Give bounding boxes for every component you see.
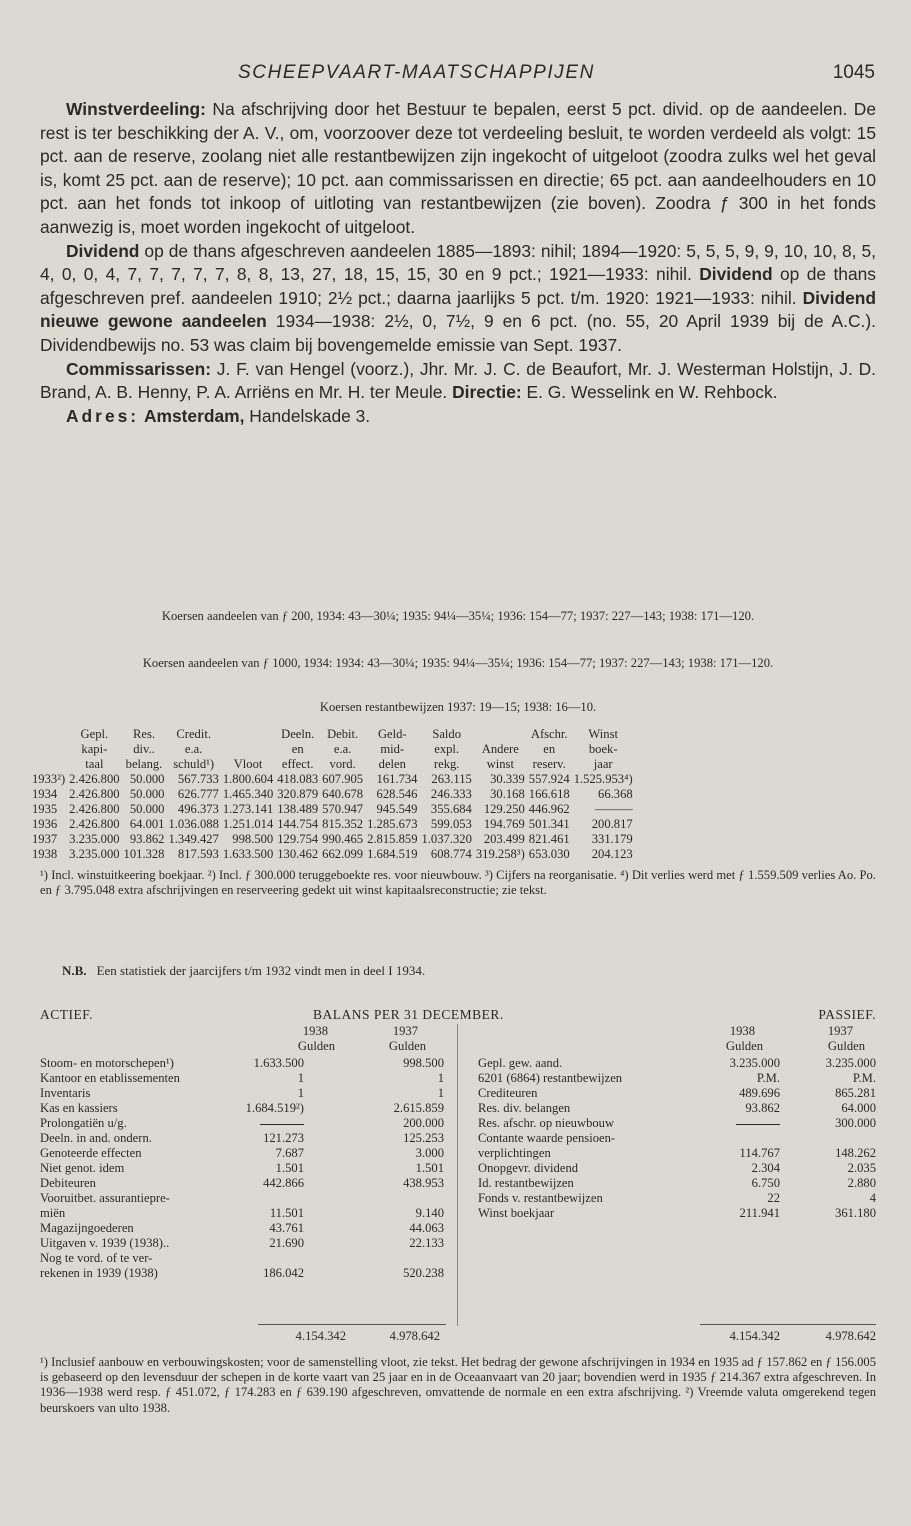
- actief-item-label: Stoom- en motorschepen¹): [40, 1056, 174, 1070]
- stats-value-cell: 246.333: [430, 787, 472, 801]
- body-text: [40, 98, 876, 428]
- passief-item-label: Onopgevr. dividend: [478, 1161, 579, 1175]
- stats-value-cell: 203.499: [483, 832, 525, 846]
- actief-label: ACTIEF.: [40, 1007, 94, 1022]
- passief-item: [478, 1191, 876, 1206]
- running-title: SCHEEPVAART-MAATSCHAPPIJEN: [238, 62, 595, 83]
- stats-header-andere: Andere winst: [481, 742, 519, 771]
- stats-body: [30, 772, 635, 862]
- passief-item-value: 300.000: [835, 1116, 876, 1130]
- stats-value-cell: 66.368: [598, 787, 633, 801]
- passief-item: [478, 1056, 876, 1071]
- actief-item-value: 442.866: [263, 1176, 304, 1190]
- stats-value-cell: 626.777: [177, 787, 219, 801]
- winstverdeeling-label: Winstverdeeling:: [66, 99, 206, 119]
- actief-item-label: Prolongatiën u/g.: [40, 1116, 127, 1130]
- stats-value-cell: ———: [594, 802, 633, 816]
- stats-value-cell: 2.426.800: [69, 787, 120, 801]
- passief-item-value: 22: [767, 1191, 780, 1205]
- actief-year-1938: 1938: [302, 1024, 328, 1038]
- stats-value-cell: 1.251.014: [222, 817, 274, 831]
- adres-street: Handelskade 3.: [244, 405, 371, 426]
- koersen-line-1: Koersen aandeelen van ƒ 200, 1934: 43—30¼; 1935: 94¼—35¼; 1936: 154—77; 1937: 227—143; 1938: 171—120.: [161, 609, 755, 623]
- passief-item-label: Winst boekjaar: [478, 1206, 555, 1220]
- stats-header-debit: Debit. e.a. vord.: [327, 727, 359, 771]
- stats-header-gepl: Gepl. kapi- taal: [80, 727, 109, 771]
- actief-item-value: 125.253: [403, 1131, 444, 1145]
- stats-value-cell: 446.962: [528, 802, 570, 816]
- actief-item-label: Deeln. in and. ondern.: [40, 1131, 152, 1145]
- stats-value-cell: 263.115: [431, 772, 472, 786]
- actief-item-label: Nog te vord. of te ver-: [40, 1251, 153, 1265]
- statistics-notes: ¹) Incl. winstuitkeering boekjaar. ²) Incl. ƒ 300.000 teruggeboekte res. voor nieuwbouw. ³) Cijfers na reorganisatie. ⁴) Dit verlies werd met ƒ 1.559.509 verlies Ao. Po. en ƒ 3.795.048 extra afschrijvingen en reserveering gedekt uit winst kapitaalsreconstructie; zie tekst.: [40, 868, 876, 897]
- actief-item-value: 2.615.859: [393, 1101, 444, 1115]
- stats-value-cell: 418.083: [277, 772, 319, 786]
- actief-item: [40, 1086, 448, 1101]
- stats-header-afschr: Afschr. en reserv.: [530, 727, 568, 771]
- actief-item-value: 1: [437, 1071, 444, 1085]
- passief-col-headers: [695, 1024, 875, 1054]
- actief-item-value: 1: [437, 1086, 444, 1100]
- winstverdeeling-paragraph: [40, 98, 876, 240]
- actief-item-label: Magazijngoederen: [40, 1221, 134, 1235]
- stats-value-cell: 50.000: [129, 787, 165, 801]
- stats-value-cell: 608.774: [430, 847, 472, 861]
- stats-value-cell: 2.426.800: [69, 817, 120, 831]
- nb-note: [62, 963, 425, 979]
- actief-total-1937: 4.978.642: [389, 1329, 440, 1343]
- actief-item-value: 21.690: [269, 1236, 304, 1250]
- actief-item: [40, 1161, 448, 1176]
- stats-value-cell: 355.684: [430, 802, 472, 816]
- koersen-line-2: Koersen aandeelen van ƒ 1000, 1934: 1934: 43—30¼; 1935: 94¼—35¼; 1936: 154—77; 1937: 227—143; 1938: 171—120.: [142, 656, 774, 670]
- adres-label: Adres:: [66, 405, 140, 426]
- stats-value-cell: 2.426.800: [69, 802, 120, 816]
- passief-item-label: Res. div. belangen: [478, 1101, 571, 1115]
- stats-header-saldo: Saldo expl. rekg.: [432, 727, 462, 771]
- stats-value-cell: 1.285.673: [367, 817, 418, 831]
- commissarissen-text: J. F. van Hengel (voorz.), Jhr. Mr. J. C. de Beaufort, Mr. J. Westerman Holstijn, J. D. Brand, A. B. Henny, P. A. Arriëns en Mr. H. ter Meule.: [40, 358, 876, 403]
- actief-item: [40, 1146, 448, 1161]
- passief-item-value: 2.880: [847, 1176, 876, 1190]
- stats-value-cell: 2.426.800: [69, 772, 120, 786]
- passief-item-value: 3.235.000: [729, 1056, 780, 1070]
- stats-value-cell: 50.000: [129, 772, 165, 786]
- actief-unit-1938: Gulden: [297, 1039, 335, 1053]
- actief-item-value: 1: [297, 1086, 304, 1100]
- stats-header-deeln: Deeln. en effect.: [281, 727, 315, 771]
- dividend-text: op de thans afgeschreven aandeelen 1885—1893: nihil; 1894—1920: 5, 5, 5, 9, 9, 10, 10, 8, 5, 4, 0, 0, 4, 7, 7, 7, 7, 7, 8, 8, 13, 27, 18, 15, 15, 30 en 9 pct.; 1921—1933: nihil.: [40, 240, 876, 285]
- stats-year-cell: 1938: [32, 847, 58, 861]
- actief-item-label: Uitgaven v. 1939 (1938)..: [40, 1236, 170, 1250]
- passief-item: [478, 1071, 876, 1086]
- actief-item-value: 1.501: [415, 1161, 444, 1175]
- passief-item-value: 3.235.000: [825, 1056, 876, 1070]
- actief-item: [40, 1251, 448, 1266]
- actief-item: [40, 1131, 448, 1146]
- balans-footnotes: ¹) Inclusief aanbouw en verbouwingskosten; voor de samenstelling vloot, zie tekst. Het bedrag der gewone afschrijvingen in 1934 en 1935 ad ƒ 157.862 en ƒ 156.005 is gebaseerd op den levensduur der schepen in de korte vaart van 25 jaar en in de Oceaanvaart van 20 jaar; bovendien werd in 1935 ƒ 214.367 extra afgeschreven. In 1936—1938 werd resp. ƒ 451.072, ƒ 174.283 en ƒ 639.190 afgeschreven, omvattende de normale en een extra afschrijving. ²) Vreemde valuta omgerekend tegen beurskoers van ulto 1938.: [40, 1355, 876, 1415]
- stats-value-cell: 101.328: [123, 847, 165, 861]
- stats-value-cell: 496.373: [177, 802, 219, 816]
- stats-value-cell: 1.525.953⁴): [573, 772, 633, 786]
- directie-text: E. G. Wesselink en W. Rehbock.: [521, 382, 778, 403]
- stats-value-cell: 1.037.320: [421, 832, 472, 846]
- actief-item: [40, 1176, 448, 1191]
- stats-value-cell: 1.036.088: [168, 817, 219, 831]
- stats-value-cell: 319.258³): [475, 847, 525, 861]
- actief-item-value: 186.042: [263, 1266, 304, 1280]
- stats-value-cell: 640.678: [322, 787, 364, 801]
- actief-item-value: 1: [297, 1071, 304, 1085]
- actief-item: [40, 1206, 448, 1221]
- passief-total-rule: [700, 1324, 876, 1325]
- passief-item-label: Res. afschr. op nieuwbouw: [478, 1116, 615, 1130]
- passief-item-value: 211.941: [739, 1206, 780, 1220]
- stats-value-cell: 50.000: [129, 802, 165, 816]
- passief-item: [478, 1146, 876, 1161]
- stats-row: [30, 832, 635, 847]
- passief-item-dash: [736, 1116, 780, 1131]
- stats-row: [30, 817, 635, 832]
- stats-header-winst: Winst boek- jaar: [588, 727, 618, 771]
- passief-total-1938: 4.154.342: [729, 1329, 780, 1343]
- dividend-label: Dividend: [66, 240, 140, 261]
- actief-item-label: Kantoor en etablissementen: [40, 1071, 180, 1085]
- actief-item-value: 438.953: [403, 1176, 444, 1190]
- stats-value-cell: 1.800.604: [222, 772, 274, 786]
- passief-label: PASSIEF.: [818, 1007, 876, 1022]
- actief-item: [40, 1116, 448, 1131]
- actief-item-value: 44.063: [409, 1221, 444, 1235]
- stats-value-cell: 662.099: [322, 847, 364, 861]
- passief-item-value: 93.862: [745, 1101, 780, 1115]
- actief-item-value: 11.501: [269, 1206, 304, 1220]
- stats-header-row: [30, 727, 635, 772]
- passief-item-value: 148.262: [835, 1146, 876, 1160]
- koersen-line-3: Koersen restantbewijzen 1937: 19—15; 1938: 16—10.: [319, 700, 597, 714]
- stats-value-cell: 30.168: [490, 787, 525, 801]
- stats-value-cell: 129.250: [483, 802, 525, 816]
- stats-header-geld: Geld- mid- delen: [377, 727, 407, 771]
- stats-value-cell: 653.030: [528, 847, 570, 861]
- passief-item-label: verplichtingen: [478, 1146, 551, 1160]
- passief-item: [478, 1161, 876, 1176]
- stats-value-cell: 1.633.500: [222, 847, 274, 861]
- commissarissen-label: Commissarissen:: [66, 358, 211, 379]
- stats-year-cell: 1935: [32, 802, 58, 816]
- passief-item-label: 6201 (6864) restantbewijzen: [478, 1071, 623, 1085]
- stats-row: [30, 847, 635, 862]
- passief-unit-1938: Gulden: [725, 1039, 763, 1053]
- passief-item-label: Fonds v. restantbewijzen: [478, 1191, 603, 1205]
- actief-item-label: miën: [40, 1206, 66, 1220]
- actief-item-value: 3.000: [415, 1146, 444, 1160]
- stats-value-cell: 567.733: [177, 772, 219, 786]
- passief-item-value: 114.767: [739, 1146, 780, 1160]
- stats-value-cell: 815.352: [322, 817, 364, 831]
- balans-divider: [457, 1024, 458, 1326]
- stats-value-cell: 129.754: [277, 832, 319, 846]
- dividend-nieuwe-label: Dividend nieuwe gewone aandeelen: [40, 287, 876, 332]
- actief-item-value: 1.684.519²): [245, 1101, 304, 1115]
- stats-value-cell: 138.489: [277, 802, 319, 816]
- passief-item: [478, 1131, 876, 1146]
- passief-item-value: P.M.: [756, 1071, 780, 1085]
- actief-item-value: 1.501: [275, 1161, 304, 1175]
- passief-item-value: 6.750: [751, 1176, 780, 1190]
- stats-value-cell: 64.001: [129, 817, 165, 831]
- running-header: [0, 60, 911, 88]
- actief-item: [40, 1266, 448, 1281]
- passief-item-value: 489.696: [739, 1086, 780, 1100]
- stats-value-cell: 1.684.519: [367, 847, 418, 861]
- passief-item-value: 2.304: [751, 1161, 780, 1175]
- actief-item-value: 43.761: [269, 1221, 304, 1235]
- stats-header-credit: Credit. e.a. schuld¹): [173, 727, 215, 771]
- passief-totals: [700, 1329, 876, 1344]
- stats-header-vloot: Vloot: [233, 757, 263, 771]
- passief-item: [478, 1176, 876, 1191]
- stats-value-cell: 320.879: [277, 787, 319, 801]
- statistics-table: [30, 727, 635, 862]
- stats-value-cell: 557.924: [528, 772, 570, 786]
- actief-col-headers: [258, 1024, 448, 1054]
- actief-item-value: 520.238: [403, 1266, 444, 1280]
- actief-item-value: 1.633.500: [253, 1056, 304, 1070]
- passief-unit-1937: Gulden: [827, 1039, 865, 1053]
- actief-item-label: Debiteuren: [40, 1176, 96, 1190]
- actief-total-1938: 4.154.342: [295, 1329, 346, 1343]
- stats-value-cell: 570.947: [322, 802, 364, 816]
- passief-item-value: P.M.: [852, 1071, 876, 1085]
- stats-value-cell: 204.123: [591, 847, 633, 861]
- stats-year-cell: 1937: [32, 832, 58, 846]
- dividend-pref-text: op de thans afgeschreven pref. aandeelen 1910; 2½ pct.; daarna jaarlijks 5 pct. t/m. 1920: 1921—1933: nihil.: [40, 264, 876, 308]
- commissarissen-paragraph: [40, 358, 876, 405]
- actief-item: [40, 1191, 448, 1206]
- stats-value-cell: 501.341: [528, 817, 570, 831]
- stats-value-cell: 200.817: [591, 817, 633, 831]
- actief-total-rule: [258, 1324, 446, 1325]
- actief-item-dash: [260, 1116, 304, 1131]
- actief-unit-1937: Gulden: [388, 1039, 426, 1053]
- actief-item: [40, 1236, 448, 1251]
- actief-year-1937: 1937: [392, 1024, 418, 1038]
- stats-value-cell: 130.462: [277, 847, 319, 861]
- stats-header-year: [30, 727, 67, 772]
- stats-row: [30, 802, 635, 817]
- actief-totals: [258, 1329, 446, 1344]
- balans-title: BALANS PER 31 DECEMBER.: [313, 1007, 504, 1022]
- passief-item: [478, 1116, 876, 1131]
- stats-value-cell: 3.235.000: [69, 832, 120, 846]
- actief-item-label: Vooruitbet. assurantiepre-: [40, 1191, 170, 1205]
- stats-value-cell: 2.815.859: [367, 832, 418, 846]
- actief-item-label: Kas en kassiers: [40, 1101, 118, 1115]
- dividend-paragraph: [40, 240, 876, 358]
- stats-value-cell: 1.465.340: [222, 787, 274, 801]
- passief-item-value: 64.000: [841, 1101, 876, 1115]
- stats-value-cell: 3.235.000: [69, 847, 120, 861]
- passief-year-1937: 1937: [827, 1024, 853, 1038]
- actief-item-label: Niet genot. idem: [40, 1161, 125, 1175]
- stats-value-cell: 1.273.141: [222, 802, 274, 816]
- dividend-pref-label: Dividend: [699, 264, 773, 285]
- passief-item-label: Id. restantbewijzen: [478, 1176, 574, 1190]
- passief-total-1937: 4.978.642: [825, 1329, 876, 1343]
- stats-value-cell: 194.769: [483, 817, 525, 831]
- stats-row: [30, 772, 635, 787]
- nb-label: N.B.: [62, 963, 87, 978]
- passief-item-value: 4: [869, 1191, 876, 1205]
- stats-value-cell: 628.546: [376, 787, 418, 801]
- winstverdeeling-text: Na afschrijving door het Bestuur te bepalen, eerst 5 pct. divid. op de aandeelen. De rest is ter beschikking der A. V., om, voorzoover deze tot verdeeling besluit, te worden verdeeld als volgt: 15 pct. aan de reserve, zoolang niet alle restantbewijzen zijn ingekocht of uitgeloot (zoodra zulks wel het geval is, komt 25 pct. aan de reserve); 10 pct. aan commissarissen en directie; 65 pct. aan aandeelhouders en 10 pct. aan het fonds tot inkoop of uitloting van restantbewijzen (zie boven). Zoodra ƒ 300 in het fonds aanwezig is, moet worden ingekocht of uitgeloot.: [40, 99, 876, 237]
- stats-value-cell: 599.053: [430, 817, 472, 831]
- actief-list: [40, 1056, 448, 1281]
- stats-value-cell: 821.461: [528, 832, 570, 846]
- stats-year-cell: 1936: [32, 817, 58, 831]
- stats-header-res: Res. div.. belang.: [125, 727, 163, 771]
- actief-item: [40, 1221, 448, 1236]
- actief-item-label: Genoteerde effecten: [40, 1146, 142, 1160]
- actief-item-value: 121.273: [263, 1131, 304, 1145]
- actief-item-label: Inventaris: [40, 1086, 91, 1100]
- actief-item: [40, 1071, 448, 1086]
- passief-list: [478, 1056, 876, 1221]
- passief-item-label: Gepl. gew. aand.: [478, 1056, 563, 1070]
- actief-item-value: 200.000: [403, 1116, 444, 1130]
- page-number: 1045: [832, 62, 875, 83]
- actief-item: [40, 1101, 448, 1116]
- dividend-nieuwe-text: 1934—1938: 2½, 0, 7½, 9 en 6 pct. (no. 55, 20 April 1939 bij de A.C.). Dividendbewijs no. 53 was claim bij bovengemelde emissie van Sept. 1937.: [40, 311, 876, 355]
- stats-year-cell: 1934: [32, 787, 58, 801]
- nb-text: Een statistiek der jaarcijfers t/m 1932 vindt men in deel I 1934.: [96, 963, 426, 978]
- adres-paragraph: [40, 405, 876, 429]
- passief-item-label: Contante waarde pensioen-: [478, 1131, 616, 1145]
- actief-item-value: 998.500: [403, 1056, 444, 1070]
- stats-value-cell: 817.593: [177, 847, 219, 861]
- actief-item: [40, 1056, 448, 1071]
- actief-item-label: rekenen in 1939 (1938): [40, 1266, 158, 1280]
- stats-value-cell: 331.179: [591, 832, 633, 846]
- passief-item-value: 2.035: [847, 1161, 876, 1175]
- adres-city: Amsterdam,: [143, 405, 245, 426]
- passief-item: [478, 1206, 876, 1221]
- stats-value-cell: 93.862: [129, 832, 165, 846]
- passief-item-value: 865.281: [835, 1086, 876, 1100]
- passief-item: [478, 1086, 876, 1101]
- stats-value-cell: 161.734: [376, 772, 418, 786]
- actief-item-value: 7.687: [275, 1146, 304, 1160]
- directie-label: Directie:: [452, 382, 522, 403]
- stats-year-cell: 1933²): [32, 772, 66, 786]
- stats-value-cell: 144.754: [277, 817, 319, 831]
- stats-value-cell: 1.349.427: [168, 832, 219, 846]
- stats-value-cell: 945.549: [376, 802, 418, 816]
- stats-value-cell: 607.905: [322, 772, 364, 786]
- stats-value-cell: 998.500: [232, 832, 274, 846]
- stats-value-cell: 166.618: [528, 787, 570, 801]
- passief-item-value: 361.180: [835, 1206, 876, 1220]
- stats-value-cell: 30.339: [490, 772, 525, 786]
- stats-row: [30, 787, 635, 802]
- actief-item-value: 22.133: [409, 1236, 444, 1250]
- passief-item-label: Crediteuren: [478, 1086, 538, 1100]
- passief-item: [478, 1101, 876, 1116]
- actief-item-value: 9.140: [415, 1206, 444, 1220]
- balans-heading: [40, 1007, 876, 1025]
- stats-value-cell: 990.465: [322, 832, 364, 846]
- passief-year-1938: 1938: [729, 1024, 755, 1038]
